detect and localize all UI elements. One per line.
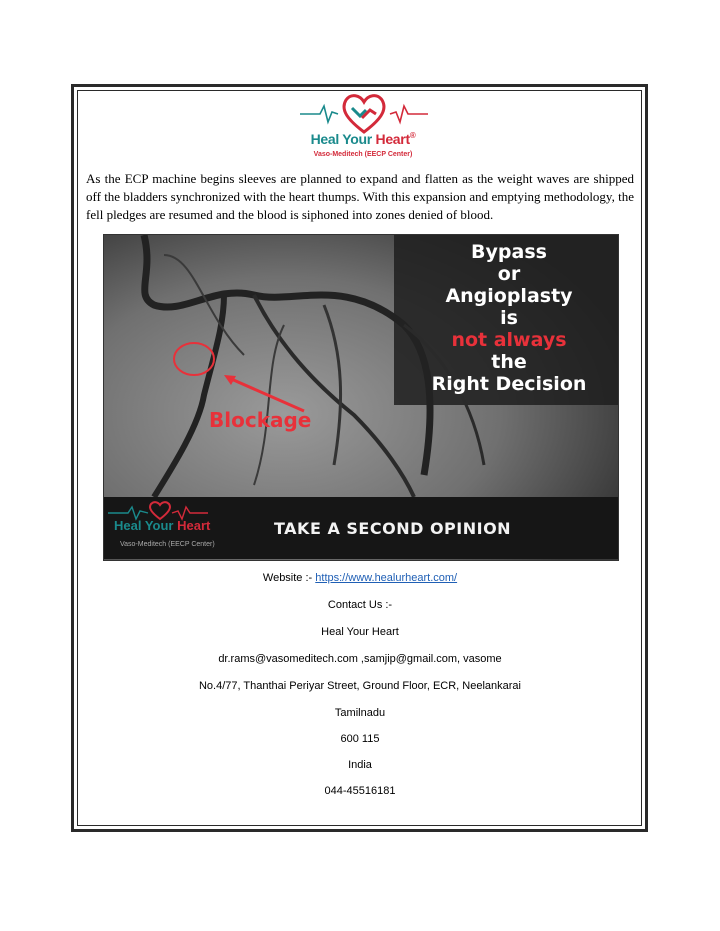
- contact-country: India: [348, 759, 372, 771]
- body-paragraph: As the ECP machine begins sleeves are planned to expand and flatten as the weight waves are shipped off the bladders synchronized with the heart thumps. With this expansion and emptying methodology, the fell pledges are resumed and the blood is siphoned into zones denied of blood.: [86, 171, 634, 222]
- blockage-label: Blockage: [209, 408, 312, 432]
- mini-brand-name: Heal Your Heart: [114, 518, 211, 533]
- website-line: Website :- https://www.healurheart.com/: [262, 572, 458, 584]
- headline-line-1: Bypass: [471, 241, 547, 263]
- brand-name: Heal Your Heart®: [310, 131, 416, 147]
- contact-emails: dr.rams@vasomeditech.com ,samjip@gmail.com, vasome: [218, 653, 502, 665]
- mini-brand-subtitle: Vaso-Meditech (EECP Center): [120, 541, 215, 548]
- headline-line-6: the: [491, 351, 527, 373]
- contact-address: No.4/77, Thanthai Periyar Street, Ground Floor, ECR, Neelankarai: [198, 680, 521, 692]
- headline-line-7: Right Decision: [431, 373, 587, 395]
- brand-subtitle: Vaso-Meditech (EECP Center): [313, 151, 413, 158]
- contact-pin: 600 115: [340, 733, 380, 745]
- headline-line-4: is: [500, 307, 518, 329]
- headline-line-3: Angioplasty: [445, 285, 573, 307]
- contact-state: Tamilnadu: [334, 707, 386, 719]
- website-link[interactable]: https://www.healurheart.com/: [315, 572, 458, 584]
- contact-label: Contact Us :-: [327, 599, 393, 611]
- headline-line-2: or: [497, 263, 521, 285]
- contact-phone: 044-45516181: [324, 785, 396, 797]
- headline-line-red: not always: [451, 329, 567, 351]
- angiogram-image: [103, 234, 619, 561]
- contact-name: Heal Your Heart: [321, 626, 399, 638]
- banner-text: TAKE A SECOND OPINION: [274, 519, 512, 538]
